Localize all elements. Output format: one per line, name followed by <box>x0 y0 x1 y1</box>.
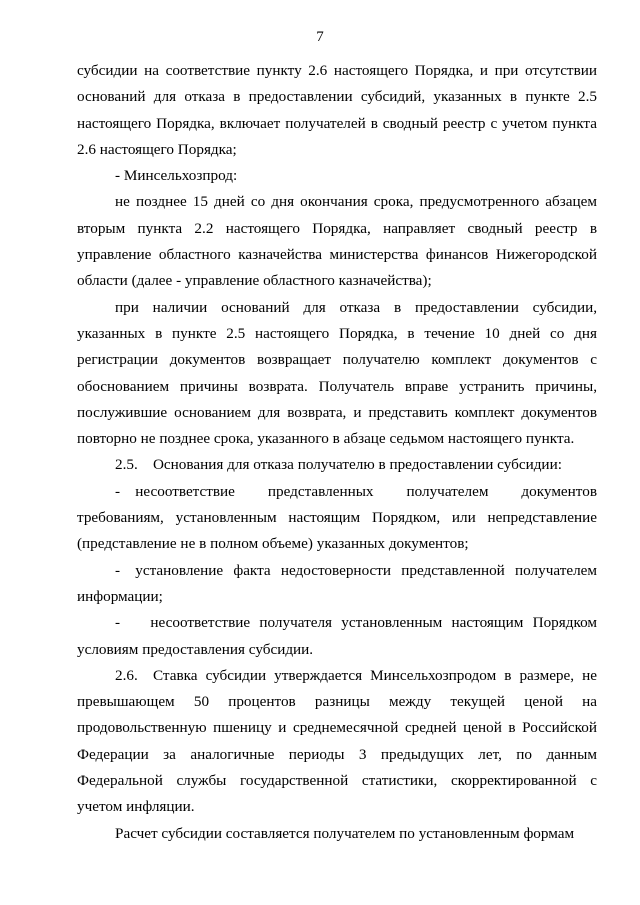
paragraph-refusal-reason-3: - несоответствие получателя установленным настоящим Порядком условиям предоставления субсидии. <box>77 614 597 658</box>
paragraph-refusal-reason-2: - установление факта недостоверности представленной получателем информации; <box>77 561 597 605</box>
paragraph-registry-deadline: не позднее 15 дней со дня окончания срока, предусмотренного абзацем вторым пункта 2.2 настоящего Порядка, направляет сводный реестр в управление областного казначейства министерства финансов Нижегородской области (далее - управление областного казначейства); <box>77 193 597 290</box>
paragraph-section-2-6: 2.6. Ставка субсидии утверждается Минсельхозпродом в размере, не превышающем 50 процентов разницы между текущей ценой на продовольственную пшеницу и среднемесячной средней ценой в Российской Федерации за аналогичные периоды 3 предыдущих лет, по данным Федеральной службы государственной статистики, скорректированной с учетом инфляции. <box>77 666 597 816</box>
paragraph-refusal-reason-1: - несоответствие представленных получателем документов требованиям, установленным настоящим Порядком, или непредставление (представление не в полном объеме) указанных документов; <box>77 482 597 553</box>
paragraph-document-return: при наличии оснований для отказа в предоставлении субсидии, указанных в пункте 2.5 настоящего Порядка, в течение 10 дней со дня регистрации документов возвращает получателю комплект документов с обоснованием причины возврата. Получатель вправе устранить причины, послужившие основанием для возврата, и представить комплект документов повторно не позднее срока, указанного в абзаце седьмом настоящего пункта. <box>77 298 597 448</box>
paragraph-subsidy-calculation: Расчет субсидии составляется получателем по установленным формам <box>115 824 575 842</box>
page-number: 7 <box>316 29 324 45</box>
paragraph-minselkhozprod-heading: - Минсельхозпрод: <box>115 167 238 185</box>
document-body <box>77 58 597 847</box>
paragraph-section-2-5: 2.5. Основания для отказа получателю в предоставлении субсидии: <box>115 456 562 474</box>
paragraph-continuation: субсидии на соответствие пункту 2.6 настоящего Порядка, и при отсутствии оснований для отказа в предоставлении субсидий, указанных в пункте 2.5 настоящего Порядка, включает получателей в сводный реестр с учетом пункта 2.6 настоящего Порядка; <box>77 62 597 158</box>
